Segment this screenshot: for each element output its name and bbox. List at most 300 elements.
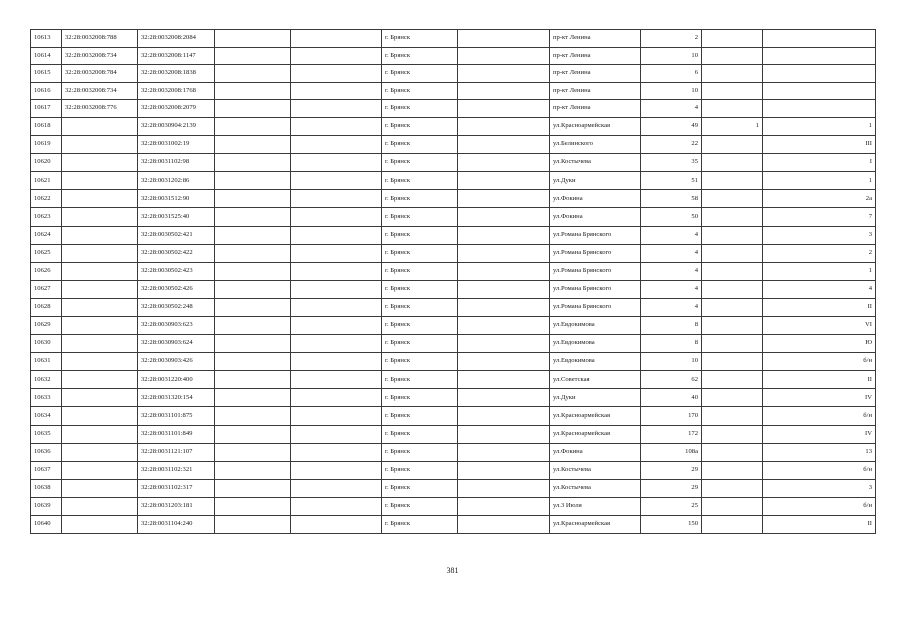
building-cell	[702, 335, 763, 353]
empty-cell	[215, 226, 291, 244]
house-number-cell: 4	[641, 226, 702, 244]
street-cell: ул.Фокина	[550, 190, 641, 208]
table-row	[31, 154, 876, 172]
cadastral-number-cell	[62, 371, 138, 389]
empty-cell	[458, 262, 550, 280]
premises-number-cell: II	[763, 371, 876, 389]
row-number-cell: 10620	[31, 154, 62, 172]
empty-cell	[215, 208, 291, 226]
cadastral-number-cell	[62, 516, 138, 534]
table-row	[31, 425, 876, 443]
table-row	[31, 516, 876, 534]
premises-number-cell: II	[763, 298, 876, 316]
empty-cell	[458, 172, 550, 190]
empty-cell	[291, 190, 382, 208]
empty-cell	[291, 172, 382, 190]
city-cell: г. Брянск	[382, 317, 458, 335]
cadastral-number-cell	[62, 353, 138, 371]
empty-cell	[458, 82, 550, 100]
empty-cell	[291, 262, 382, 280]
empty-cell	[291, 389, 382, 407]
row-number-cell: 10629	[31, 317, 62, 335]
building-cell	[702, 47, 763, 65]
premises-number-cell: VI	[763, 317, 876, 335]
empty-cell	[291, 65, 382, 83]
empty-cell	[291, 407, 382, 425]
object-cadastral-number-cell: 32:28:0031101:875	[138, 407, 215, 425]
building-cell	[702, 226, 763, 244]
empty-cell	[458, 298, 550, 316]
object-cadastral-number-cell: 32:28:0031121:107	[138, 443, 215, 461]
cadastral-number-cell: 32:28:0032008:734	[62, 47, 138, 65]
city-cell: г. Брянск	[382, 262, 458, 280]
premises-number-cell	[763, 100, 876, 118]
city-cell: г. Брянск	[382, 65, 458, 83]
house-number-cell: 10	[641, 82, 702, 100]
empty-cell	[458, 100, 550, 118]
empty-cell	[291, 226, 382, 244]
city-cell: г. Брянск	[382, 154, 458, 172]
object-cadastral-number-cell: 32:28:0032008:2079	[138, 100, 215, 118]
row-number-cell: 10626	[31, 262, 62, 280]
building-cell	[702, 262, 763, 280]
object-cadastral-number-cell: 32:28:0030502:423	[138, 262, 215, 280]
table-row	[31, 47, 876, 65]
cadastral-number-cell	[62, 208, 138, 226]
city-cell: г. Брянск	[382, 298, 458, 316]
cadastral-number-cell	[62, 335, 138, 353]
street-cell: ул.Костычева	[550, 461, 641, 479]
premises-number-cell	[763, 82, 876, 100]
table-row	[31, 389, 876, 407]
premises-number-cell: 2а	[763, 190, 876, 208]
street-cell: ул.Дуки	[550, 389, 641, 407]
empty-cell	[215, 298, 291, 316]
object-cadastral-number-cell: 32:28:0031203:181	[138, 497, 215, 515]
empty-cell	[458, 47, 550, 65]
empty-cell	[215, 317, 291, 335]
object-cadastral-number-cell: 32:28:0031102:317	[138, 479, 215, 497]
empty-cell	[291, 154, 382, 172]
table-row	[31, 371, 876, 389]
building-cell	[702, 136, 763, 154]
object-cadastral-number-cell: 32:28:0032008:1147	[138, 47, 215, 65]
city-cell: г. Брянск	[382, 461, 458, 479]
building-cell	[702, 244, 763, 262]
cadastral-number-cell	[62, 425, 138, 443]
street-cell: пр-кт Ленина	[550, 82, 641, 100]
empty-cell	[215, 389, 291, 407]
street-cell: ул.Романа Брянского	[550, 280, 641, 298]
street-cell: пр-кт Ленина	[550, 30, 641, 48]
empty-cell	[291, 443, 382, 461]
table-row	[31, 407, 876, 425]
street-cell: ул.Романа Брянского	[550, 226, 641, 244]
row-number-cell: 10640	[31, 516, 62, 534]
cadastral-number-cell	[62, 280, 138, 298]
empty-cell	[458, 154, 550, 172]
house-number-cell: 25	[641, 497, 702, 515]
table-row	[31, 262, 876, 280]
object-cadastral-number-cell: 32:28:0031002:19	[138, 136, 215, 154]
table-row	[31, 82, 876, 100]
house-number-cell: 29	[641, 461, 702, 479]
house-number-cell: 4	[641, 262, 702, 280]
house-number-cell: 22	[641, 136, 702, 154]
row-number-cell: 10632	[31, 371, 62, 389]
premises-number-cell: б/н	[763, 497, 876, 515]
building-cell	[702, 371, 763, 389]
empty-cell	[215, 353, 291, 371]
house-number-cell: 4	[641, 280, 702, 298]
house-number-cell: 4	[641, 100, 702, 118]
house-number-cell: 6	[641, 65, 702, 83]
house-number-cell: 49	[641, 117, 702, 135]
table-row	[31, 317, 876, 335]
building-cell	[702, 280, 763, 298]
table-row	[31, 443, 876, 461]
city-cell: г. Брянск	[382, 208, 458, 226]
city-cell: г. Брянск	[382, 389, 458, 407]
premises-number-cell: Ю	[763, 335, 876, 353]
empty-cell	[291, 425, 382, 443]
street-cell: ул.Евдокимова	[550, 335, 641, 353]
empty-cell	[215, 47, 291, 65]
street-cell: ул.Красноармейская	[550, 117, 641, 135]
building-cell	[702, 461, 763, 479]
table-row	[31, 208, 876, 226]
empty-cell	[458, 371, 550, 389]
city-cell: г. Брянск	[382, 443, 458, 461]
empty-cell	[215, 154, 291, 172]
street-cell: ул.Евдокимова	[550, 353, 641, 371]
empty-cell	[215, 100, 291, 118]
empty-cell	[458, 65, 550, 83]
street-cell: ул.Советская	[550, 371, 641, 389]
city-cell: г. Брянск	[382, 371, 458, 389]
building-cell	[702, 82, 763, 100]
cadastral-number-cell	[62, 407, 138, 425]
cadastral-number-cell: 32:28:0032008:784	[62, 65, 138, 83]
empty-cell	[458, 497, 550, 515]
empty-cell	[291, 317, 382, 335]
house-number-cell: 40	[641, 389, 702, 407]
empty-cell	[458, 280, 550, 298]
empty-cell	[291, 479, 382, 497]
empty-cell	[291, 30, 382, 48]
object-cadastral-number-cell: 32:28:0030903:624	[138, 335, 215, 353]
empty-cell	[291, 298, 382, 316]
cadastral-number-cell	[62, 262, 138, 280]
row-number-cell: 10625	[31, 244, 62, 262]
premises-number-cell: 3	[763, 479, 876, 497]
city-cell: г. Брянск	[382, 479, 458, 497]
object-cadastral-number-cell: 32:28:0030502:426	[138, 280, 215, 298]
cadastral-number-cell	[62, 172, 138, 190]
cadastral-number-cell	[62, 479, 138, 497]
row-number-cell: 10630	[31, 335, 62, 353]
row-number-cell: 10614	[31, 47, 62, 65]
street-cell: ул.Романа Брянского	[550, 298, 641, 316]
table-row	[31, 30, 876, 48]
table-row	[31, 335, 876, 353]
row-number-cell: 10627	[31, 280, 62, 298]
street-cell: пр-кт Ленина	[550, 47, 641, 65]
row-number-cell: 10638	[31, 479, 62, 497]
cadastral-number-cell	[62, 244, 138, 262]
building-cell	[702, 30, 763, 48]
cadastral-number-cell	[62, 154, 138, 172]
building-cell	[702, 407, 763, 425]
object-cadastral-number-cell: 32:28:0031102:98	[138, 154, 215, 172]
empty-cell	[215, 82, 291, 100]
object-cadastral-number-cell: 32:28:0031525:40	[138, 208, 215, 226]
table-row	[31, 353, 876, 371]
row-number-cell: 10624	[31, 226, 62, 244]
premises-number-cell: II	[763, 516, 876, 534]
premises-number-cell: 1	[763, 117, 876, 135]
premises-number-cell: б/н	[763, 461, 876, 479]
row-number-cell: 10618	[31, 117, 62, 135]
cadastral-number-cell	[62, 497, 138, 515]
building-cell	[702, 389, 763, 407]
premises-number-cell: 3	[763, 226, 876, 244]
object-cadastral-number-cell: 32:28:0030502:248	[138, 298, 215, 316]
building-cell	[702, 353, 763, 371]
object-cadastral-number-cell: 32:28:0032008:1768	[138, 82, 215, 100]
empty-cell	[215, 443, 291, 461]
house-number-cell: 35	[641, 154, 702, 172]
house-number-cell: 50	[641, 208, 702, 226]
row-number-cell: 10628	[31, 298, 62, 316]
street-cell: ул.3 Июля	[550, 497, 641, 515]
row-number-cell: 10616	[31, 82, 62, 100]
register-table	[30, 29, 876, 534]
empty-cell	[458, 443, 550, 461]
house-number-cell: 4	[641, 298, 702, 316]
page-number: 381	[446, 566, 459, 575]
cadastral-number-cell	[62, 117, 138, 135]
premises-number-cell: б/н	[763, 353, 876, 371]
premises-number-cell: IV	[763, 389, 876, 407]
row-number-cell: 10633	[31, 389, 62, 407]
premises-number-cell: I	[763, 154, 876, 172]
object-cadastral-number-cell: 32:28:0031101:849	[138, 425, 215, 443]
object-cadastral-number-cell: 32:28:0030904:2139	[138, 117, 215, 135]
house-number-cell: 172	[641, 425, 702, 443]
street-cell: ул.Красноармейская	[550, 516, 641, 534]
empty-cell	[458, 461, 550, 479]
row-number-cell: 10621	[31, 172, 62, 190]
building-cell	[702, 317, 763, 335]
cadastral-number-cell: 32:28:0032008:788	[62, 30, 138, 48]
empty-cell	[215, 262, 291, 280]
object-cadastral-number-cell: 32:28:0030502:422	[138, 244, 215, 262]
empty-cell	[215, 407, 291, 425]
row-number-cell: 10637	[31, 461, 62, 479]
city-cell: г. Брянск	[382, 136, 458, 154]
empty-cell	[291, 117, 382, 135]
empty-cell	[291, 280, 382, 298]
house-number-cell: 170	[641, 407, 702, 425]
house-number-cell: 8	[641, 335, 702, 353]
house-number-cell: 2	[641, 30, 702, 48]
street-cell: пр-кт Ленина	[550, 65, 641, 83]
house-number-cell: 108а	[641, 443, 702, 461]
empty-cell	[458, 425, 550, 443]
object-cadastral-number-cell: 32:28:0031512:90	[138, 190, 215, 208]
empty-cell	[291, 461, 382, 479]
premises-number-cell	[763, 30, 876, 48]
row-number-cell: 10613	[31, 30, 62, 48]
street-cell: ул.Евдокимова	[550, 317, 641, 335]
premises-number-cell: 1	[763, 262, 876, 280]
house-number-cell: 51	[641, 172, 702, 190]
house-number-cell: 8	[641, 317, 702, 335]
table-row	[31, 280, 876, 298]
premises-number-cell: 7	[763, 208, 876, 226]
row-number-cell: 10635	[31, 425, 62, 443]
empty-cell	[458, 208, 550, 226]
empty-cell	[291, 371, 382, 389]
empty-cell	[458, 136, 550, 154]
empty-cell	[215, 65, 291, 83]
street-cell: ул.Фокина	[550, 208, 641, 226]
cadastral-number-cell	[62, 443, 138, 461]
city-cell: г. Брянск	[382, 335, 458, 353]
table-row	[31, 226, 876, 244]
street-cell: ул.Красноармейская	[550, 425, 641, 443]
building-cell	[702, 172, 763, 190]
street-cell: ул.Романа Брянского	[550, 262, 641, 280]
empty-cell	[215, 30, 291, 48]
city-cell: г. Брянск	[382, 516, 458, 534]
city-cell: г. Брянск	[382, 244, 458, 262]
house-number-cell: 29	[641, 479, 702, 497]
object-cadastral-number-cell: 32:28:0031202:86	[138, 172, 215, 190]
object-cadastral-number-cell: 32:28:0031102:321	[138, 461, 215, 479]
empty-cell	[215, 371, 291, 389]
row-number-cell: 10623	[31, 208, 62, 226]
empty-cell	[215, 479, 291, 497]
table-row	[31, 117, 876, 135]
cadastral-number-cell	[62, 298, 138, 316]
city-cell: г. Брянск	[382, 497, 458, 515]
city-cell: г. Брянск	[382, 407, 458, 425]
table-row	[31, 244, 876, 262]
row-number-cell: 10634	[31, 407, 62, 425]
street-cell: ул.Дуки	[550, 172, 641, 190]
object-cadastral-number-cell: 32:28:0031104:240	[138, 516, 215, 534]
empty-cell	[291, 353, 382, 371]
empty-cell	[458, 244, 550, 262]
city-cell: г. Брянск	[382, 117, 458, 135]
table-row	[31, 190, 876, 208]
row-number-cell: 10617	[31, 100, 62, 118]
row-number-cell: 10615	[31, 65, 62, 83]
empty-cell	[215, 280, 291, 298]
premises-number-cell: 1	[763, 172, 876, 190]
row-number-cell: 10631	[31, 353, 62, 371]
street-cell: ул.Фокина	[550, 443, 641, 461]
premises-number-cell: б/н	[763, 407, 876, 425]
city-cell: г. Брянск	[382, 100, 458, 118]
city-cell: г. Брянск	[382, 280, 458, 298]
premises-number-cell: IV	[763, 425, 876, 443]
empty-cell	[215, 190, 291, 208]
city-cell: г. Брянск	[382, 353, 458, 371]
cadastral-number-cell	[62, 226, 138, 244]
empty-cell	[215, 425, 291, 443]
empty-cell	[291, 497, 382, 515]
premises-number-cell: 13	[763, 443, 876, 461]
premises-number-cell: 4	[763, 280, 876, 298]
cadastral-number-cell	[62, 461, 138, 479]
empty-cell	[215, 461, 291, 479]
empty-cell	[291, 100, 382, 118]
empty-cell	[291, 244, 382, 262]
empty-cell	[458, 30, 550, 48]
city-cell: г. Брянск	[382, 82, 458, 100]
cadastral-number-cell	[62, 317, 138, 335]
empty-cell	[215, 516, 291, 534]
building-cell: 1	[702, 117, 763, 135]
building-cell	[702, 154, 763, 172]
house-number-cell: 10	[641, 353, 702, 371]
building-cell	[702, 425, 763, 443]
table-row	[31, 298, 876, 316]
empty-cell	[291, 47, 382, 65]
house-number-cell: 10	[641, 47, 702, 65]
street-cell: ул.Костычева	[550, 479, 641, 497]
building-cell	[702, 443, 763, 461]
street-cell: ул.Красноармейская	[550, 407, 641, 425]
premises-number-cell: III	[763, 136, 876, 154]
table-row	[31, 136, 876, 154]
city-cell: г. Брянск	[382, 425, 458, 443]
table-row	[31, 65, 876, 83]
cadastral-number-cell: 32:28:0032008:776	[62, 100, 138, 118]
house-number-cell: 150	[641, 516, 702, 534]
cadastral-number-cell: 32:28:0032008:734	[62, 82, 138, 100]
empty-cell	[291, 335, 382, 353]
empty-cell	[458, 317, 550, 335]
empty-cell	[215, 335, 291, 353]
building-cell	[702, 65, 763, 83]
empty-cell	[458, 190, 550, 208]
building-cell	[702, 100, 763, 118]
table-row	[31, 461, 876, 479]
empty-cell	[458, 389, 550, 407]
building-cell	[702, 516, 763, 534]
object-cadastral-number-cell: 32:28:0032008:2084	[138, 30, 215, 48]
street-cell: ул.Романа Брянского	[550, 244, 641, 262]
street-cell: ул.Костычева	[550, 154, 641, 172]
cadastral-number-cell	[62, 389, 138, 407]
house-number-cell: 4	[641, 244, 702, 262]
empty-cell	[458, 117, 550, 135]
house-number-cell: 62	[641, 371, 702, 389]
row-number-cell: 10619	[31, 136, 62, 154]
empty-cell	[458, 353, 550, 371]
empty-cell	[291, 136, 382, 154]
row-number-cell: 10622	[31, 190, 62, 208]
building-cell	[702, 497, 763, 515]
table-row	[31, 479, 876, 497]
empty-cell	[291, 208, 382, 226]
empty-cell	[215, 497, 291, 515]
house-number-cell: 58	[641, 190, 702, 208]
